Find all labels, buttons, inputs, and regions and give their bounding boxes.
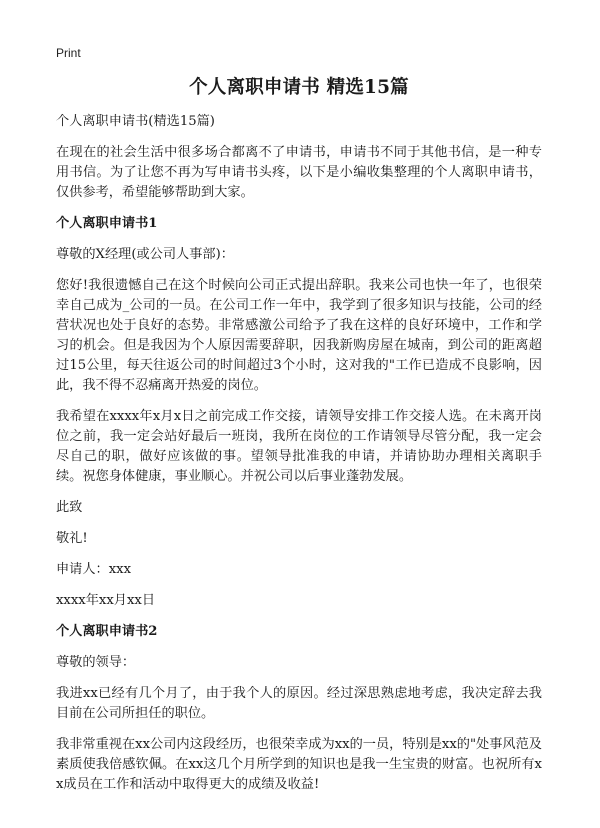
salutation: 尊敬的领导： xyxy=(56,655,136,670)
section-heading: 个人离职申请书1 xyxy=(56,216,158,231)
closing-line: 此致 xyxy=(56,500,83,515)
section-heading: 个人离职申请书2 xyxy=(56,624,158,639)
closing-line: 敬礼! xyxy=(56,531,88,546)
date-line: xxxx年xx月xx日 xyxy=(56,593,156,608)
section-1 xyxy=(56,214,542,611)
applicant-line: 申请人：xxx xyxy=(56,562,132,577)
section-2 xyxy=(56,622,542,795)
print-label: Print xyxy=(56,46,81,60)
intro-paragraph: 在现在的社会生活中很多场合都离不了申请书，申请书不同于其他书信，是一种专用书信。为了让您不再为写申请书头疼，以下是小编收集整理的个人离职申请书，仅供参考，希望能够帮助到大家。 xyxy=(56,145,542,200)
body-paragraph: 我希望在xxxx年x月x日之前完成工作交接，请领导安排工作交接人选。在未离开岗位之前，我一定会站好最后一班岗，我所在岗位的工作请领导尽管分配，我一定会尽自己的职，做好应该做的事。望领导批准我的申请，并请协助办理相关离职手续。祝您身体健康，事业顺心。并祝公司以后事业蓬勃发展。 xyxy=(56,409,542,484)
body-paragraph: 我进xx已经有几个月了，由于我个人的原因。经过深思熟虑地考虑，我决定辞去我目前在公司所担任的职位。 xyxy=(56,686,542,721)
document-title: 个人离职申请书 精选15篇 xyxy=(189,77,409,98)
document-subtitle: 个人离职申请书(精选15篇) xyxy=(56,114,215,129)
body-paragraph: 您好!我很遗憾自己在这个时候向公司正式提出辞职。我来公司也快一年了，也很荣幸自己成为_公司的一员。在公司工作一年中，我学到了很多知识与技能，公司的经营状况也处于良好的态势。非常感激公司给予了我在这样的良好环境中，工作和学习的机会。但是我因为个人原因需要辞职，因我新购房屋在城南，到公司的距离超过15公里，每天往返公司的时间超过3个小时，这对我的"工作已造成不良影响，因此，我不得不忍痛离开热爱的岗位。 xyxy=(56,278,542,393)
body-paragraph: 我非常重视在xx公司内这段经历，也很荣幸成为xx的一员，特别是xx的"处事风范及素质使我倍感钦佩。在xx这几个月所学到的知识也是我一生宝贵的财富。也祝所有xx成员在工作和活动中取得更大的成绩及收益! xyxy=(56,737,542,792)
salutation: 尊敬的X经理(或公司人事部)： xyxy=(56,247,234,262)
